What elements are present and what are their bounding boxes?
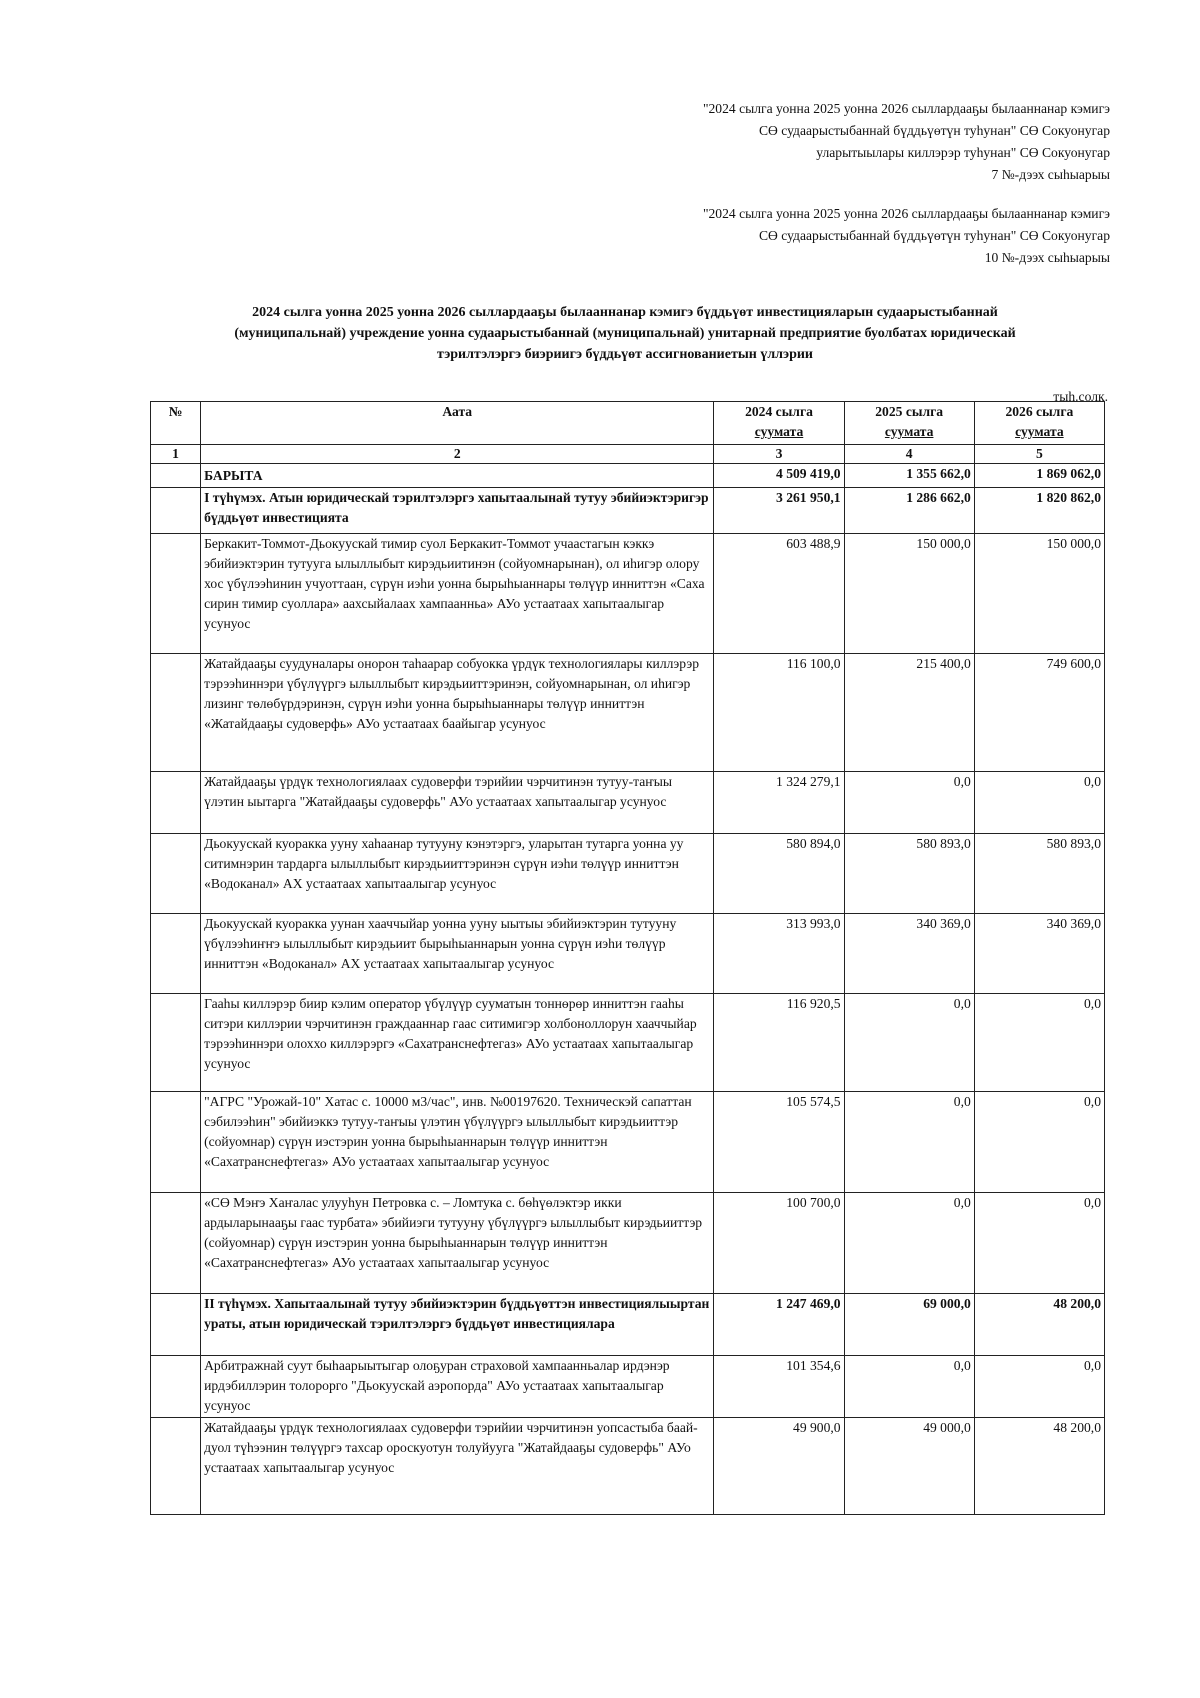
row-name: Гааһы киллэрэр биир кэлим оператор үбүлүүр сууматын тоннөрөр инниттэн гааһы ситэри киллэрии чэрчитинэн граждааннар гаас ситимигэр холбоноллорун хааччыйар тэрээһиннэри олоххо киллэрэргэ «Сахатранснефтегаз» АУо устаатаах хапытаалыгар усунуос	[201, 994, 714, 1092]
appendix-note-line: 10 №-дээх сыһыарыы	[984, 250, 1110, 265]
row-value-2024: 603 488,9	[714, 534, 844, 654]
row-name: II түһүмэх. Хапытаалынай тутуу эбийиэктэрин бүддьүөттэн инвестициялыыртан ураты, атын юридическай тэрилтэлэргэ бүддьүөт инвестициялара	[201, 1294, 714, 1356]
row-value-2026: 48 200,0	[974, 1418, 1104, 1515]
header-2026-line2: суумата	[1015, 424, 1064, 439]
row-no-cell	[151, 834, 201, 914]
row-name: Арбитражнай суут быһаарыытыгар олоҕуран страховой хампаанньалар ирдэнэр ирдэбиллэрин толорорго "Дьокуускай аэропорда" АУо устаатаах хапытаалыгар усунуос	[201, 1356, 714, 1418]
row-value-2025: 340 369,0	[844, 914, 974, 994]
appendix-note-7	[703, 98, 1110, 186]
appendix-note-line: "2024 сылга уонна 2025 уонна 2026 сыллардааҕы былааннанар кэмигэ	[702, 101, 1110, 116]
row-value-2024: 1 247 469,0	[714, 1294, 844, 1356]
row-value-2024: 313 993,0	[714, 914, 844, 994]
header-2026-line1: 2026 сылга	[1005, 404, 1074, 419]
column-index: 2	[201, 445, 714, 464]
row-no-cell	[151, 1356, 201, 1418]
table-row	[151, 772, 1105, 834]
row-value-2026: 0,0	[974, 1193, 1104, 1294]
row-value-2026: 0,0	[974, 1092, 1104, 1193]
header-2024-line2: суумата	[754, 424, 804, 439]
appendix-note-line: "2024 сылга уонна 2025 уонна 2026 сыллардааҕы былааннанар кэмигэ	[702, 206, 1110, 221]
column-index: 5	[974, 445, 1104, 464]
row-value-2024: 105 574,5	[714, 1092, 844, 1193]
total-2026: 1 869 062,0	[974, 464, 1104, 488]
row-value-2026: 749 600,0	[974, 654, 1104, 772]
row-value-2024: 100 700,0	[714, 1193, 844, 1294]
section-row	[151, 488, 1105, 534]
header-no: №	[151, 402, 201, 445]
table-row	[151, 1193, 1105, 1294]
appendix-note-line: СӨ судаарыстыбаннай бүддьүөтүн туһунан" СӨ Сокуонугар	[758, 228, 1110, 243]
budget-table	[150, 401, 1105, 1515]
row-value-2025: 215 400,0	[844, 654, 974, 772]
total-2025: 1 355 662,0	[844, 464, 974, 488]
row-name: "АГРС "Урожай-10" Хатас с. 10000 м3/час", инв. №00197620. Техническэй сапаттан сэбилээһин" эбийиэккэ тутуу-таҥыы үлэтин үбүлүүргэ ылыллыбыт кирэдьииттэр (сойуомнар) сүрүн иэстэрин уонна бырыһыаннарын төлүүр инниттэн «Сахатранснефтегаз» АУо устаатаах хапытаалыгар усунуос	[201, 1092, 714, 1193]
table-header-row	[151, 402, 1105, 445]
section-row	[151, 1294, 1105, 1356]
table-row	[151, 534, 1105, 654]
row-value-2025: 0,0	[844, 1092, 974, 1193]
header-2024-line1: 2024 сылга	[745, 404, 813, 419]
row-value-2025: 0,0	[844, 1356, 974, 1418]
column-index: 4	[844, 445, 974, 464]
row-value-2026: 580 893,0	[974, 834, 1104, 914]
row-no-cell	[151, 994, 201, 1092]
header-2025-line1: 2025 сылга	[875, 404, 944, 419]
table-row	[151, 1092, 1105, 1193]
row-value-2025: 150 000,0	[844, 534, 974, 654]
appendix-note-line: 7 №-дээх сыһыарыы	[991, 167, 1110, 182]
title-line: 2024 сылга уонна 2025 уонна 2026 сыллардааҕы былааннанар кэмигэ бүддьүөт инвестицияларын судаарыстыбаннай	[252, 305, 998, 320]
appendix-note-line: СӨ судаарыстыбаннай бүддьүөтүн туһунан" СӨ Сокуонугар	[758, 123, 1110, 138]
row-value-2024: 116 920,5	[714, 994, 844, 1092]
row-value-2024: 3 261 950,1	[714, 488, 844, 534]
row-no-cell	[151, 534, 201, 654]
row-value-2025: 69 000,0	[844, 1294, 974, 1356]
row-name: Жатайдааҕы суудуналары онорон таһаарар собуокка үрдүк технологиялары киллэрэр тэрээһиннэри үбүлүүргэ ылыллыбыт кирэдьииттэринэн, сойуомнарынан, ол иһигэр лизинг төлөбүрдэринэн, сүрүн иэһи уонна бырыһыаннары төлүүр инниттэн «Жатайдааҕы судоверфь» АУо устаатаах баайыгар усунуос	[201, 654, 714, 772]
row-value-2024: 1 324 279,1	[714, 772, 844, 834]
row-name: Беркакит-Томмот-Дьокуускай тимир суол Беркакит-Томмот учаастагын кэккэ эбийиэктэрин тутууга ылыллыбыт кирэдьиитинэн (сойуомнарынан), ол иһигэр олору хос үбүлээһинин учуоттаан, сүрүн иэһи уонна бырыһыаннары төлүүр инниттэн «Саха сирин тимир суоллара» аахсыйалаах хампаанньа» АУо устаатаах хапытаалыгар усунуос	[201, 534, 714, 654]
row-value-2026: 0,0	[974, 772, 1104, 834]
row-no-cell	[151, 464, 201, 488]
row-no-cell	[151, 772, 201, 834]
row-no-cell	[151, 1294, 201, 1356]
document-title	[150, 302, 1100, 365]
total-2024: 4 509 419,0	[714, 464, 844, 488]
row-value-2026: 150 000,0	[974, 534, 1104, 654]
column-index: 1	[151, 445, 201, 464]
table-row	[151, 654, 1105, 772]
header-2025	[844, 402, 974, 445]
row-name: I түһүмэх. Атын юридическай тэрилтэлэргэ хапытаалынай тутуу эбийиэктэригэр бүддьүөт инвестицията	[201, 488, 714, 534]
row-value-2025: 0,0	[844, 1193, 974, 1294]
row-value-2025: 0,0	[844, 772, 974, 834]
row-name: Жатайдааҕы үрдүк технологиялаах судоверфи тэрийии чэрчитинэн тутуу-таҥыы үлэтин ыытарга "Жатайдааҕы судоверфь" АУо устаатаах хапытаалыгар усунуос	[201, 772, 714, 834]
table-row	[151, 994, 1105, 1092]
row-value-2024: 49 900,0	[714, 1418, 844, 1515]
row-no-cell	[151, 1092, 201, 1193]
row-value-2024: 116 100,0	[714, 654, 844, 772]
appendix-note-line: уларытыылары киллэрэр туһунан" СӨ Сокуонугар	[816, 145, 1110, 160]
row-name: Дьокуускай куоракка ууну хаһаанар тутууну кэнэтэргэ, уларытан тутарга уонна уу ситимнэрин тардарга ылыллыбыт кирэдьииттэринэн сүрүн иэһи төлүүр инниттэн «Водоканал» АХ устаатаах хапытаалыгар усунуос	[201, 834, 714, 914]
total-row	[151, 464, 1105, 488]
table-row	[151, 1356, 1105, 1418]
row-value-2025: 49 000,0	[844, 1418, 974, 1515]
appendix-note-10	[703, 203, 1110, 269]
row-no-cell	[151, 914, 201, 994]
row-no-cell	[151, 1193, 201, 1294]
table-row	[151, 1418, 1105, 1515]
row-value-2024: 101 354,6	[714, 1356, 844, 1418]
row-value-2026: 1 820 862,0	[974, 488, 1104, 534]
row-value-2024: 580 894,0	[714, 834, 844, 914]
row-no-cell	[151, 1418, 201, 1515]
row-no-cell	[151, 488, 201, 534]
row-value-2026: 340 369,0	[974, 914, 1104, 994]
row-name: «СӨ Мэҥэ Хаҥалас улууһун Петровка с. – Ломтука с. бөһүөлэктэр икки ардыларынааҕы гаас турбата» эбийиэги тутууну үбүлүүргэ ылыллыбыт кирэдьииттэр (сойуомнар) сүрүн иэстэрин уонна бырыһыаннарын төлүүр инниттэн «Сахатранснефтегаз» АУо устаатаах хапытаалыгар усунуос	[201, 1193, 714, 1294]
row-value-2026: 0,0	[974, 1356, 1104, 1418]
column-index: 3	[714, 445, 844, 464]
table-row	[151, 914, 1105, 994]
title-line: тэрилтэлэргэ биэриигэ бүддьүөт ассигнованиетын үллэрии	[436, 347, 814, 362]
row-no-cell	[151, 654, 201, 772]
title-line: (муниципальнай) учреждение уонна судаарыстыбаннай (муниципальнай) унитарнай предприятие буолбатах юридическай	[234, 326, 1016, 341]
column-index-row	[151, 445, 1105, 464]
total-label: БАРЫТА	[201, 464, 714, 488]
header-2026	[974, 402, 1104, 445]
row-value-2025: 1 286 662,0	[844, 488, 974, 534]
units-label: тыһ.солк.	[1053, 389, 1108, 404]
row-value-2026: 48 200,0	[974, 1294, 1104, 1356]
row-value-2025: 0,0	[844, 994, 974, 1092]
row-name: Жатайдааҕы үрдүк технологиялаах судоверфи тэрийии чэрчитинэн уопсастыба баай-дуол түһээнин төлүүргэ тахсар ороскуотун толуйууга "Жатайдааҕы судоверфь" АУо устаатаах хапытаалыгар усунуос	[201, 1418, 714, 1515]
header-name: Аата	[201, 402, 714, 445]
header-2024	[714, 402, 844, 445]
row-name: Дьокуускай куоракка уунан хааччыйар уонна ууну ыытыы эбийиэктэрин тутууну үбүлээһиҥҥэ ылыллыбыт кирэдьиит бырыһыаннарын уонна сүрүн иэһи төлүүр инниттэн «Водоканал» АХ устаатаах хапытаалыгар усунуос	[201, 914, 714, 994]
header-2025-line2: суумата	[884, 424, 934, 439]
row-value-2025: 580 893,0	[844, 834, 974, 914]
row-value-2026: 0,0	[974, 994, 1104, 1092]
table-row	[151, 834, 1105, 914]
